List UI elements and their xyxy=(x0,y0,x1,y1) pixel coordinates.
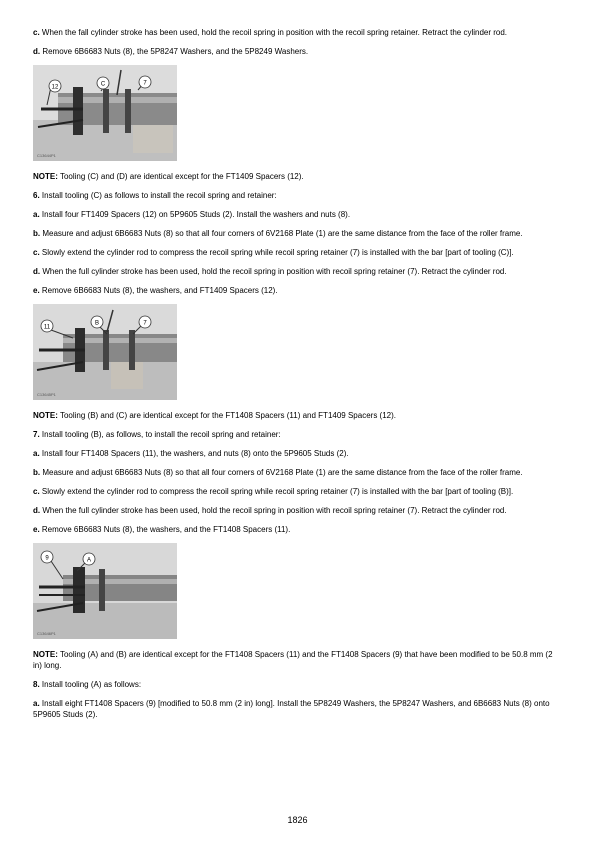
step-text: Install tooling (C) as follows to install the recoil spring and retainer: xyxy=(39,191,277,200)
page-content xyxy=(33,27,563,728)
figure-caption: C13646P1 xyxy=(37,631,56,636)
step-7e xyxy=(33,524,563,535)
step-7a xyxy=(33,448,563,459)
step-7d xyxy=(33,505,563,516)
figure-callout: A xyxy=(86,557,92,564)
step-text: Measure and adjust 6B6683 Nuts (8) so that all four corners of 6V2168 Plate (1) are the same distance from the face of the roller frame. xyxy=(40,229,523,238)
step-7c xyxy=(33,486,563,497)
step-8a xyxy=(33,698,563,720)
figure-photo-2 xyxy=(33,304,177,400)
step-lead: e. xyxy=(33,286,40,295)
step-lead: c. xyxy=(33,28,40,37)
figure-callout: 7 xyxy=(143,80,147,87)
note-text: Tooling (C) and (D) are identical except for the FT1409 Spacers (12). xyxy=(57,172,304,181)
step-text: Remove 6B6683 Nuts (8), the 5P8247 Washers, and the 5P8249 Washers. xyxy=(40,47,309,56)
step-6e xyxy=(33,285,563,296)
step-text: Install four FT1409 Spacers (12) on 5P9605 Studs (2). Install the washers and nuts (8). xyxy=(39,210,351,219)
step-6a xyxy=(33,209,563,220)
step-6c xyxy=(33,247,563,258)
step-text: Remove 6B6683 Nuts (8), the washers, and FT1409 Spacers (12). xyxy=(39,286,278,295)
step-5d xyxy=(33,46,563,57)
step-text: Install tooling (B), as follows, to install the recoil spring and retainer: xyxy=(39,430,281,439)
figure-caption: C13644P1 xyxy=(37,153,56,158)
step-8 xyxy=(33,679,563,690)
figure-callout: 11 xyxy=(43,324,51,331)
step-lead: c. xyxy=(33,487,40,496)
step-7 xyxy=(33,429,563,440)
figure-caption: C13645P1 xyxy=(37,392,56,397)
step-lead: a. xyxy=(33,449,40,458)
note-lead: NOTE: xyxy=(33,411,58,420)
step-text: Install eight FT1408 Spacers (9) [modified to 50.8 mm (2 in) long]. Install the 5P8249 Washers, the 5P8247 Washers, and 6B6683 Nuts (8) onto 5P9605 Studs (2). xyxy=(33,699,550,719)
figure-callout: B xyxy=(94,320,100,327)
step-5c xyxy=(33,27,563,38)
step-text: When the full cylinder stroke has been used, hold the recoil spring in position with recoil spring retainer (7). Retract the cylinder rod. xyxy=(40,267,507,276)
step-lead: 6. xyxy=(33,191,40,200)
step-lead: a. xyxy=(33,699,40,708)
figure-callout: 9 xyxy=(45,555,49,562)
step-lead: d. xyxy=(33,267,41,276)
step-lead: d. xyxy=(33,506,41,515)
note-lead: NOTE: xyxy=(33,650,58,659)
step-6 xyxy=(33,190,563,201)
step-lead: d. xyxy=(33,47,41,56)
step-lead: 8. xyxy=(33,680,40,689)
step-lead: 7. xyxy=(33,430,40,439)
step-text: Install four FT1408 Spacers (11), the washers, and nuts (8) onto the 5P9605 Studs (2). xyxy=(39,449,349,458)
step-lead: e. xyxy=(33,525,40,534)
step-text: When the full cylinder stroke has been used, hold the recoil spring in position with recoil spring retainer (7). Retract the cylinder rod. xyxy=(40,506,507,515)
step-lead: b. xyxy=(33,229,41,238)
step-6b xyxy=(33,228,563,239)
note-text: Tooling (A) and (B) are identical except for the FT1408 Spacers (11) and the FT1408 Spacers (9) that have been modified to be 50.8 mm (2 in) long. xyxy=(33,650,553,670)
note-text: Tooling (B) and (C) are identical except for the FT1408 Spacers (11) and FT1409 Spacers (12). xyxy=(57,411,396,420)
step-text: Slowly extend the cylinder rod to compress the recoil spring while recoil spring retainer (7) is installed with the bar [part of tooling (C)]. xyxy=(39,248,514,257)
step-text: Install tooling (A) as follows: xyxy=(39,680,142,689)
page-number: 1826 xyxy=(287,815,308,825)
step-lead: c. xyxy=(33,248,40,257)
note-3 xyxy=(33,649,563,671)
figure-callout: 12 xyxy=(51,84,59,91)
step-6d xyxy=(33,266,563,277)
figure-callout: C xyxy=(100,81,106,88)
note-1 xyxy=(33,171,563,182)
step-text: Slowly extend the cylinder rod to compress the recoil spring while recoil spring retainer (7) is installed with the bar [part of tooling (B)]. xyxy=(39,487,514,496)
step-lead: b. xyxy=(33,468,41,477)
figure-photo-1 xyxy=(33,65,177,161)
step-text: Remove 6B6683 Nuts (8), the washers, and the FT1408 Spacers (11). xyxy=(39,525,291,534)
note-lead: NOTE: xyxy=(33,172,58,181)
figure-callout: 7 xyxy=(143,320,147,327)
step-7b xyxy=(33,467,563,478)
figure-photo-3 xyxy=(33,543,177,639)
note-2 xyxy=(33,410,563,421)
step-text: When the fall cylinder stroke has been used, hold the recoil spring in position with the recoil spring retainer. Retract the cylinder rod. xyxy=(39,28,508,37)
step-lead: a. xyxy=(33,210,40,219)
step-text: Measure and adjust 6B6683 Nuts (8) so that all four corners of 6V2168 Plate (1) are the same distance from the face of the roller frame. xyxy=(40,468,523,477)
